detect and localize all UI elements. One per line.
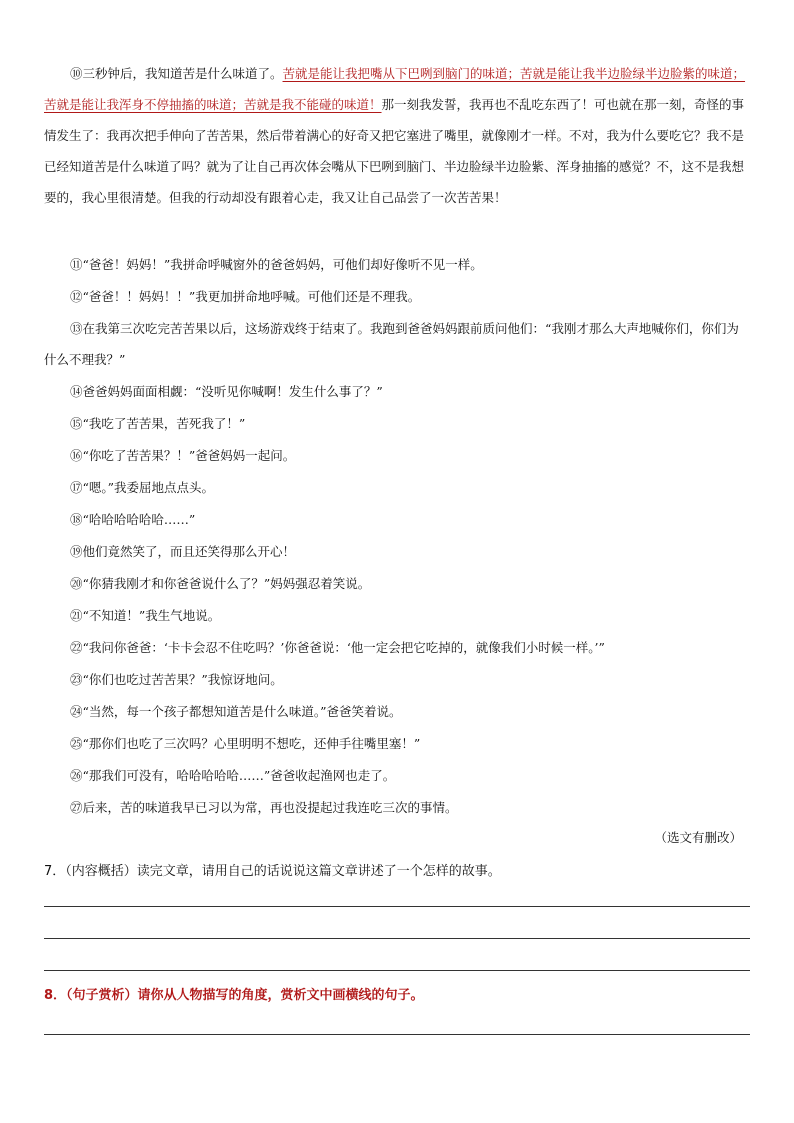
paragraph-13: ⑬在我第三次吃完苦苦果以后，这场游戏终于结束了。我跑到爸爸妈妈跟前质问他们：“我刚才那么大声地喊你们，你们为什么不理我？” xyxy=(44,321,739,367)
paragraph-17: ⑰“嗯。”我委屈地点点头。 xyxy=(70,480,215,495)
paragraph-22: ㉒“我问你爸爸：‘卡卡会忍不住吃吗？’你爸爸说：‘他一定会把它吃掉的，就像我们小时候一样。’” xyxy=(70,640,605,655)
answer-line[interactable] xyxy=(44,970,750,971)
paragraph-19: ⑲他们竟然笑了，而且还笑得那么开心！ xyxy=(70,544,296,559)
paragraph-18: ⑱“哈哈哈哈哈哈……” xyxy=(70,512,196,527)
underlined-sentence: 苦就是能让我把嘴从下巴咧到脑门的味道；苦就是能让我半边脸绿半边脸紫的味道；苦就是能让我浑身不停抽搐的味道；苦就是我不能碰的味道！ xyxy=(44,66,746,112)
paragraph-26: ㉖“那我们可没有，哈哈哈哈哈……”爸爸收起渔网也走了。 xyxy=(70,768,396,783)
paragraph-27: ㉗后来，苦的味道我早已习以为常，再也没提起过我连吃三次的事情。 xyxy=(70,800,458,815)
paragraph-10-rest: 那一刻我发誓，我再也不乱吃东西了！可也就在那一刻，奇怪的事情发生了：我再次把手伸向了苦苦果，然后带着满心的好奇又把它塞进了嘴里，就像刚才一样。不对，我为什么要吃它？我不是已经知道苦是什么味道了吗？就为了让自己再次体会嘴从下巴咧到脑门、半边脸绿半边脸紫、浑身抽搐的感觉？不，这不是我想要的，我心里很清楚。但我的行动却没有跟着心走，我又让自己品尝了一次苦苦果！ xyxy=(44,97,745,205)
paragraph-25: ㉕“那你们也吃了三次吗？心里明明不想吃，还伸手往嘴里塞！” xyxy=(70,736,421,751)
paragraph-marker: ⑩ xyxy=(70,66,83,81)
paragraph-15: ⑮“我吃了苦苦果，苦死我了！” xyxy=(70,416,246,431)
paragraph-23: ㉓“你们也吃过苦苦果？”我惊讶地问。 xyxy=(70,672,283,687)
paragraph-14: ⑭爸爸妈妈面面相觑：“没听见你喊啊！发生什么事了？” xyxy=(70,384,383,399)
answer-line[interactable] xyxy=(44,1034,750,1035)
question-7: 7．（内容概括）读完文章，请用自己的话说说这篇文章讲述了一个怎样的故事。 xyxy=(44,864,501,879)
paragraph-24: ㉔“当然，每一个孩子都想知道苦是什么味道。”爸爸笑着说。 xyxy=(70,704,402,719)
paragraph-10-lead: 三秒钟后，我知道苦是什么味道了。 xyxy=(82,66,283,81)
paragraph-12: ⑫“爸爸！！妈妈！！”我更加拼命地呼喊。可他们还是不理我。 xyxy=(70,289,421,304)
question-8: 8．（句子赏析）请你从人物描写的角度，赏析文中画横线的句子。 xyxy=(44,988,424,1003)
paragraph-20: ⑳“你猜我刚才和你爸爸说什么了？”妈妈强忍着笑说。 xyxy=(70,576,371,591)
source-note: （选文有删改） xyxy=(654,830,742,845)
paragraph-16: ⑯“你吃了苦苦果？！”爸爸妈妈一起问。 xyxy=(70,448,296,463)
paragraph-11: ⑪“爸爸！妈妈！”我拼命呼喊窗外的爸爸妈妈，可他们却好像听不见一样。 xyxy=(70,257,483,272)
answer-line[interactable] xyxy=(44,938,750,939)
paragraph-10 xyxy=(44,58,750,213)
answer-line[interactable] xyxy=(44,906,750,907)
paragraph-21: ㉑“不知道！”我生气地说。 xyxy=(70,608,221,623)
